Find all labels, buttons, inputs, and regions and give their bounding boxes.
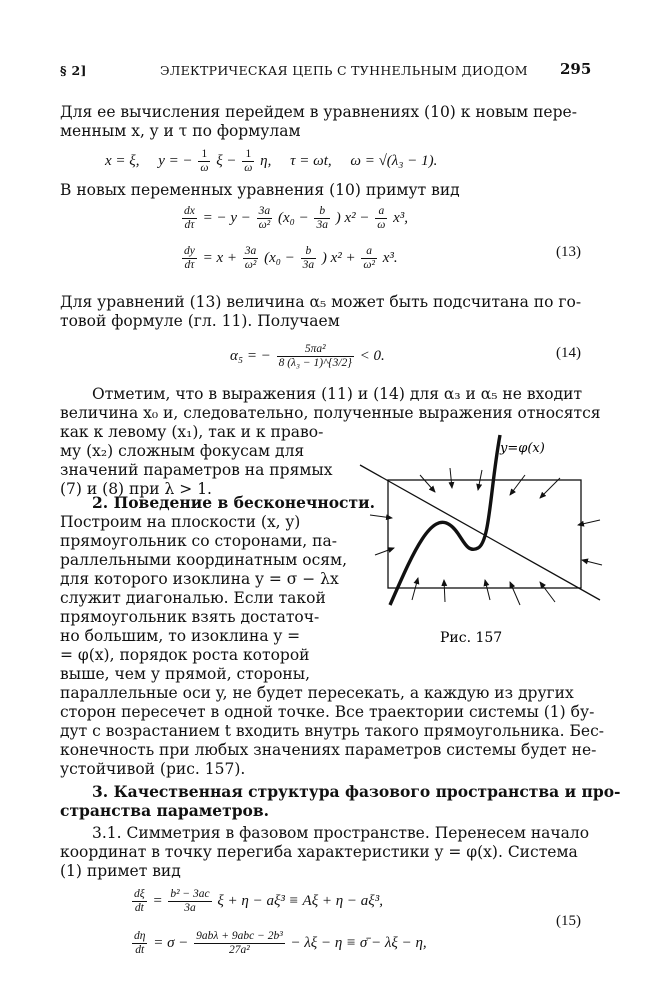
text-line: В новых переменных уравнения (10) примут вид (60, 181, 460, 199)
text-line: прямоугольник взять достаточ- (60, 608, 320, 626)
text-line: как к левому (x₁), так и к право- (60, 423, 324, 441)
text-line: Отметим, что в выражения (11) и (14) для α₃ и α₅ не входит (92, 385, 583, 403)
text-line: прямоугольник со сторонами, па- (60, 532, 337, 550)
figure-157 (350, 430, 610, 660)
text-line: сторон пересечет в одной точке. Все траектории системы (1) бу- (60, 703, 595, 721)
text-line: дут с возрастанием t входить внутрь такого прямоугольника. Бес- (60, 722, 604, 740)
header-section: § 2] (60, 63, 87, 78)
isocline-line (360, 465, 600, 600)
equation-14: α₅ = − $\frac{\text{5πa²}}{\text{8 (λ₃ − 1)\textasciicircum{}\{3/2\}}}$ < 0. (230, 343, 385, 369)
text-line: для которого изоклина y = σ − λx (60, 570, 339, 588)
text-line: координат в точку перегиба характеристики y = φ(x). Система (60, 843, 578, 861)
text-line: величина x₀ и, следовательно, полученные выражения относятся (60, 404, 601, 422)
equation-13-line2: $\frac{dy}{d\tau}$ = x + $\frac{3a}{\text{ω²}}$ (x₀ − $\frac{b}{3a}$ ) x² + $\frac{a}{\text{ω²}}$ x³. (184, 245, 398, 271)
figure-caption: Рис. 157 (440, 630, 503, 646)
equation-15-line1: $\frac{d\xi}{dt}$ = $\frac{\text{b² − 3ac}}{3a}$ ξ + η − aξ³ ≡ Aξ + η − aξ³, (134, 888, 383, 914)
text-line: Построим на плоскости (x, y) (60, 513, 301, 531)
text-line: (1) примет вид (60, 862, 181, 880)
equation-13-line1: $\frac{dx}{d\tau}$ = − y − $\frac{3a}{\text{ω²}}$ (x₀ − $\frac{b}{3a}$ ) x² − $\frac{a}{\omega}$ x³, (184, 205, 409, 231)
text-line: параллельные оси y, не будет пересекать, а каждую из других (60, 684, 574, 702)
text-line: 3.1. Симметрия в фазовом пространстве. Перенесем начало (92, 824, 590, 842)
text-line: выше, чем у прямой, стороны, (60, 665, 310, 683)
equation-number: (15) (556, 913, 581, 929)
text-line: раллельными координатным осям, (60, 551, 348, 569)
equation-number: (13) (556, 244, 581, 260)
text-line: устойчивой (рис. 157). (60, 760, 246, 778)
fraction: $\frac{1}{\omega}$ (244, 148, 253, 174)
text-line: значений параметров на прямых (60, 461, 333, 479)
equation-number: (14) (556, 345, 581, 361)
curve-phi (390, 435, 500, 605)
section-heading: странства параметров. (60, 801, 270, 820)
header-title: ЭЛЕКТРИЧЕСКАЯ ЦЕПЬ С ТУННЕЛЬНЫМ ДИОДОМ (160, 63, 528, 78)
text-line: менным x, y и τ по формулам (60, 122, 301, 140)
text-line: (7) и (8) при λ > 1. (60, 480, 212, 498)
fraction: $\frac{1}{\omega}$ (200, 148, 209, 174)
text-line: Для уравнений (13) величина α₅ может быть подсчитана по го- (60, 293, 582, 311)
text-line: товой формуле (гл. 11). Получаем (60, 312, 340, 330)
equation-substitution: x = ξ, y = − $\frac{1}{\omega}$ ξ − $\frac{1}{\omega}$ η, τ = ωt, ω = √(λ₃ − 1). (105, 148, 438, 174)
text-line: но большим, то изоклина y = (60, 627, 301, 645)
section-heading: 3. Качественная структура фазового пространства и про- (92, 782, 621, 801)
text-line: конечность при любых значениях параметров системы будет не- (60, 741, 597, 759)
equation-15-line2: $\frac{d\eta}{dt}$ = σ − $\frac{\text{9abλ + 9abc − 2b³}}{\text{27a²}}$ − λξ − η ≡ σ̄ − λξ − η, (134, 930, 427, 956)
page-number: 295 (560, 60, 592, 78)
text-line: = φ(x), порядок роста которой (60, 646, 310, 664)
curve-label: y=φ(x) (500, 441, 545, 456)
text-line: служит диагональю. Если такой (60, 589, 326, 607)
subsection-heading: 2. Поведение в бесконечности. (92, 493, 375, 512)
text-line: му (x₂) сложным фокусам для (60, 442, 305, 460)
text-line: Для ее вычисления перейдем в уравнениях (10) к новым пере- (60, 103, 577, 121)
